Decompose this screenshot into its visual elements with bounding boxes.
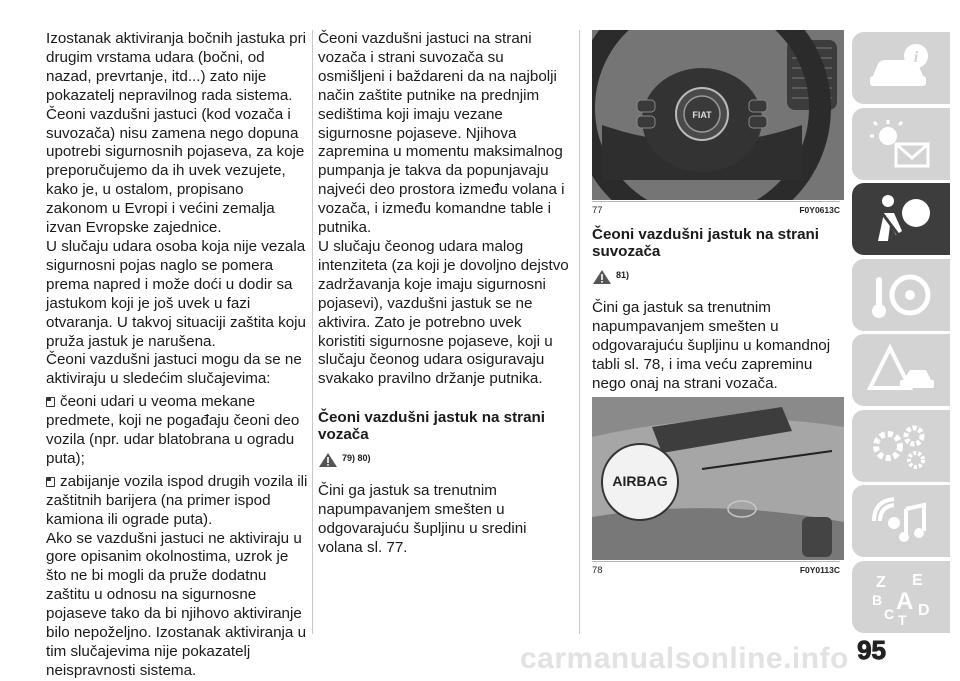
paragraph: Čeoni vazdušni jastuci (kod vozača i suvozača) nisu zamena nego dopuna upotrebi sigurnosnih pojaseva, za koje preporučujemo da ih uvek vezujete, kako je, u ostalom, propisano zakonom u Evropi i većini zemalja izvan Evropske zajednice. [46,105,305,237]
bullet-icon [46,477,55,487]
paragraph: U slučaju čeonog udara malog intenziteta (za koji je dovoljno dejstvo zadržavanja koje imaju sigurnosni pojasevi), vazdušni jastuk se ne aktivira. Zato je potrebno uvek koristiti sigurnosne pojaseve, koji u slučaju čeonog udara osiguravaju svakako pravilno držanje putnika. [318,237,569,388]
paragraph: U slučaju udara osoba koja nije vezala sigurnosni pojas naglo se pomera prema napred i može doći u dodir sa jastukom koji je još uvek u fazi otvaranja. U takvoj situaciji zaštita koju pruža jastuk je narušena. [46,237,306,350]
column-left [46,30,308,681]
chapter-tab-emergency[interactable] [852,334,950,406]
figure-caption: 77 F0Y0613C [592,201,840,216]
paragraph: Ako se vazdušni jastuci ne aktiviraju u gore opisanim okolnostima, uzrok je što ne bi mogli da pruže dodatnu zaštitu u odnosu na sigurnosne pojaseve tako da bi njihovo aktiviranje bilo nepoželjno. Izostanak aktiviranja u tim slučajevima nije pokazatelj neispravnosti sistema. [46,529,307,679]
steering-wheel-illustration [592,30,844,200]
breakdown-icon [866,342,936,398]
index-icon [866,569,936,625]
page-number: 95 [857,635,886,665]
chapter-tab-safety[interactable] [852,183,950,255]
chapter-tab-car-info[interactable] [852,32,950,104]
chapter-sidebar [852,32,960,636]
index-letter-c: C [884,605,895,622]
airbag-callout-label: AIRBAG [612,473,668,489]
multimedia-icon [866,493,936,549]
bullet-item: zabijanje vozila ispod drugih vozila ili zaštitnih barijera (na primer ispod kamiona ili ograde puta). [46,472,308,528]
section-heading: Čeoni vazdušni jastuk na strani suvozača [592,226,820,260]
index-letter-b: B [872,591,883,608]
figure-steering-wheel [592,30,844,200]
chapter-tab-warning-lights[interactable] [852,108,950,180]
paragraph: Čeoni vazdušni jastuci mogu da se ne aktiviraju u sledećim slučajevima: [46,351,302,388]
paragraph: Čini ga jastuk sa trenutnim napumpavanjem smešten u odgovarajuću šupljinu u sredini volana sl. 77. [318,482,527,556]
warning-lights-icon [866,116,936,172]
figure-dashboard-airbag [592,397,844,560]
warning-triangle-icon [318,452,338,468]
column-divider [312,30,313,634]
warning-reference: 81) [592,266,844,285]
warning-triangle-icon [592,269,612,285]
steering-key-icon [866,267,936,323]
chapter-tab-starting-driving[interactable] [852,259,950,331]
watermark: carmanualsonline.info [520,642,849,675]
paragraph: Izostanak aktiviranja bočnih jastuka pri drugim vrstama udara (bočni, od nazad, prevrtanje, itd...) zato nije pokazatelj nepravilnog rada sistema. [46,30,307,104]
chapter-tab-index[interactable] [852,561,950,633]
figure-caption: 78 F0Y0113C [592,561,840,576]
section-heading: Čeoni vazdušni jastuk na strani vozača [318,409,546,444]
chapter-tab-maintenance[interactable] [852,410,950,482]
index-letter-d: D [918,601,930,619]
airbag-seatbelt-icon [866,191,936,247]
svg-text:FIAT: FIAT [692,110,712,120]
bullet-item: čeoni udari u veoma mekane predmete, koji ne pogađaju čeoni deo vozila (npr. udar blatobrana u ogradu puta); [46,393,300,467]
index-letter-t: T [898,611,907,625]
paragraph: Čini ga jastuk sa trenutnim napumpavanjem smešten u odgovarajuću šupljinu u komandnoj tabli sl. 78, i ima veću zapreminu nego onaj na strani vozača. [592,298,831,392]
car-info-icon [866,40,936,96]
warning-reference: 79) 80) [318,449,570,468]
column-right [592,226,844,393]
index-letter-z: Z [876,573,886,591]
column-middle [318,30,570,558]
index-letter-a: A [896,587,914,615]
index-letter-e: E [912,571,923,589]
maintenance-gears-icon [866,418,936,474]
bullet-icon [46,397,55,407]
paragraph: Čeoni vazdušni jastuci na strani vozača i strani suvozača su osmišljeni i baždareni da na najbolji način zaštite putnike na prednjim sedištima koji imaju vezane sigurnosne pojaseve. Njihova zapremina u momentu maksimalnog pumpanja je takva da popunjavaju najveći deo prostora između volana i vozača, i između komandne table i putnika. [318,30,565,237]
column-divider [579,30,580,634]
svg-text:i: i [913,49,919,66]
chapter-tab-multimedia[interactable] [852,485,950,557]
